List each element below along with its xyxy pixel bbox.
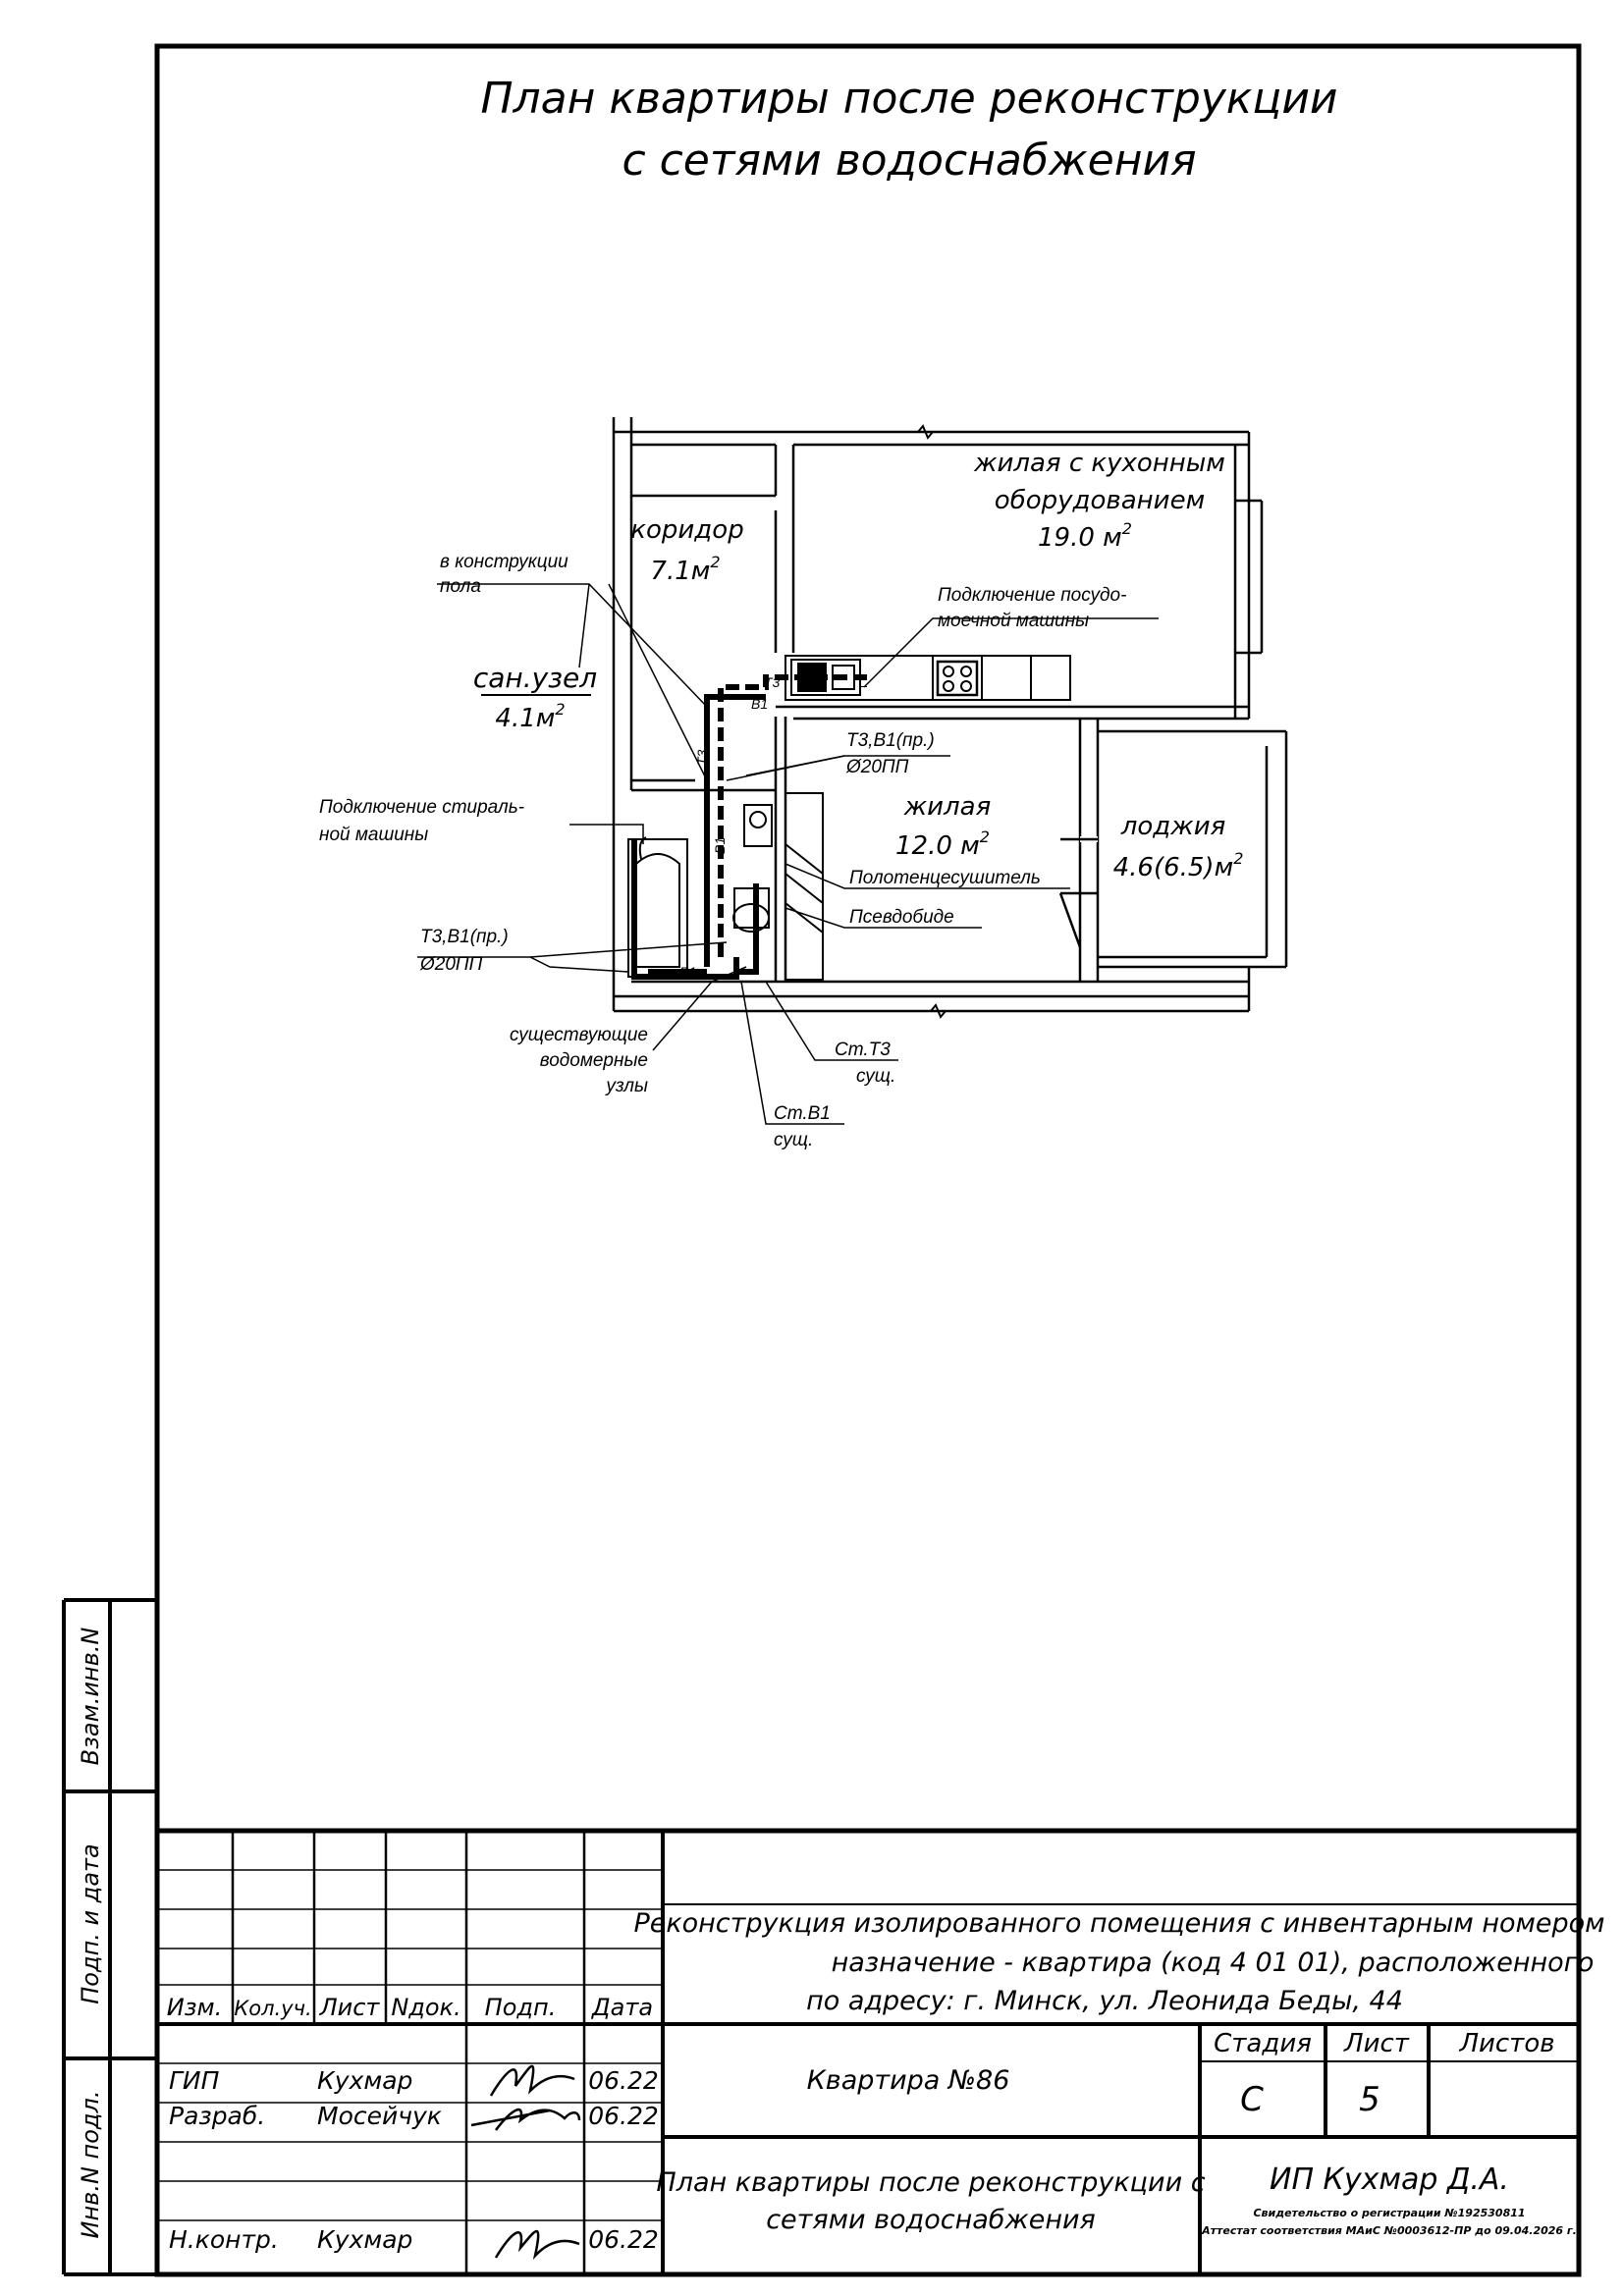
stamp-header-data: Дата [591,1994,654,2021]
stamp-row-name: Кухмар [317,2066,413,2095]
callout-riser-b1-2: сущ. [774,1130,814,1150]
stamp-sheet-title-2: сетями водоснабжения [766,2205,1096,2235]
stamp-row-date: 06.22 [588,2066,659,2095]
stamp-header-kol: Кол.уч. [234,1997,312,2020]
built-in-cabinet [785,793,823,980]
stamp-project-line1: Реконструкция изолированного помещения с инвентарным номером [633,1908,1605,1939]
callout-riser-t3-2: сущ. [856,1066,896,1087]
stamp-header-list: Лист [319,1994,380,2021]
washbasin-icon [744,805,772,846]
drawing-title-line2: с сетями водоснабжения [622,135,1197,186]
callout-meters-1: существующие [509,1025,648,1045]
signature-nkontr [496,2231,579,2258]
stamp-list-header: Лист [1344,2029,1409,2058]
stamp-row-date: 06.22 [588,2102,659,2130]
room-living-kitchen-name-2: оборудованием [994,486,1206,515]
stamp-row-role: Н.контр. [169,2225,279,2254]
callout-pipes-kitchen-1: Т3,В1(пр.) [846,730,935,751]
callout-dishwasher-1: Подключение посудо- [938,585,1127,606]
callout-meters-3: узлы [606,1076,648,1096]
callout-pipes-kitchen-2: Ø20ПП [846,757,909,777]
sheet-frame [157,46,1579,2274]
drawing-title-line1: План квартиры после реконструкции [480,74,1338,124]
callout-pipes-bath-2: Ø20ПП [420,954,483,975]
callout-pipes-bath-1: Т3,В1(пр.) [420,927,509,947]
signature-razrab [471,2109,579,2130]
pipe-label-b1-vertical: В1 [712,836,728,854]
room-bathroom-name: сан.узел [472,662,598,694]
stamp-row-name: Мосейчук [317,2102,442,2130]
pipe-label-t3-vertical: Т3 [694,749,710,766]
callout-washer-2: ной машины [319,825,429,845]
pipe-label-b1-bath: В1 [679,964,697,980]
stamp-header-izm: Изм. [166,1994,223,2021]
room-corridor-name: коридор [630,515,744,545]
callout-bidet: Псевдобиде [849,907,954,928]
room-loggia-name: лоджия [1120,812,1226,841]
callout-floor-1: в конструкции [440,552,568,572]
stamp-listov-header: Листов [1459,2029,1555,2058]
stamp-sheet-title-1: План квартиры после реконструкции с [656,2167,1206,2198]
callout-meters-2: водомерные [539,1050,648,1071]
kitchen-counter [785,656,1070,700]
stamp-row-date: 06.22 [588,2225,659,2254]
pipe-label-t3-kitchen: Т3 [764,674,781,690]
stamp-row-role: Разраб. [169,2102,266,2130]
room-loggia-area: $4.6(6.5)м^2$ [1112,849,1244,882]
stamp-row-name: Кухмар [317,2225,413,2254]
room-living-kitchen-name-1: жилая с кухонным [974,449,1225,478]
stamp-org-cert-2: Аттестат соответствия МАиС №0003612-ПР до 09.04.2026 г. [1202,2224,1577,2237]
stamp-project-line2: назначение - квартира (код 4 01 01), расположенного [831,1948,1595,1978]
room-bathroom-area: $4.1м^2$ [495,700,566,733]
side-stamp-podp: Подп. и дата [77,1843,104,2004]
callout-washer-1: Подключение стираль- [319,797,525,818]
stamp-org-cert-1: Свидетельство о регистрации №192530811 [1253,2207,1526,2219]
callout-floor-2: пола [440,576,481,597]
stamp-org: ИП Кухмар Д.А. [1270,2163,1509,2197]
room-living-area: 12.0 $м^2$ [895,828,990,861]
stamp-stage-header: Стадия [1214,2029,1312,2058]
stove-icon [938,662,977,695]
stamp-header-ndok: Nдок. [391,1994,461,2021]
callout-dishwasher-2: моечной машины [938,611,1090,631]
pipe-label-b1-kitchen: В1 [751,696,769,712]
side-stamp-vzam: Взам.инв.N [77,1627,104,1766]
stamp-list-value: 5 [1359,2080,1380,2119]
room-living-name: жилая [903,792,992,822]
callout-towel-dryer: Полотенцесушитель [849,868,1041,888]
stamp-object: Квартира №86 [806,2065,1010,2096]
callout-riser-t3-1: Ст.Т3 [835,1040,891,1060]
floor-plan [319,417,1286,1150]
stamp-project-line3: по адресу: г. Минск, ул. Леонида Беды, 44 [806,1986,1403,2016]
stamp-header-podp: Подп. [484,1994,557,2021]
stamp-row-role: ГИП [169,2066,220,2095]
signature-gip [491,2066,574,2096]
stamp-stage-value: С [1240,2080,1264,2119]
callout-riser-b1-1: Ст.В1 [774,1103,831,1124]
room-corridor-area: $7.1м^2$ [650,553,721,586]
side-stamp-inv: Инв.N подл. [77,2090,104,2239]
toilet-icon [733,888,769,932]
room-living-kitchen-area: 19.0 $м^2$ [1038,519,1132,553]
